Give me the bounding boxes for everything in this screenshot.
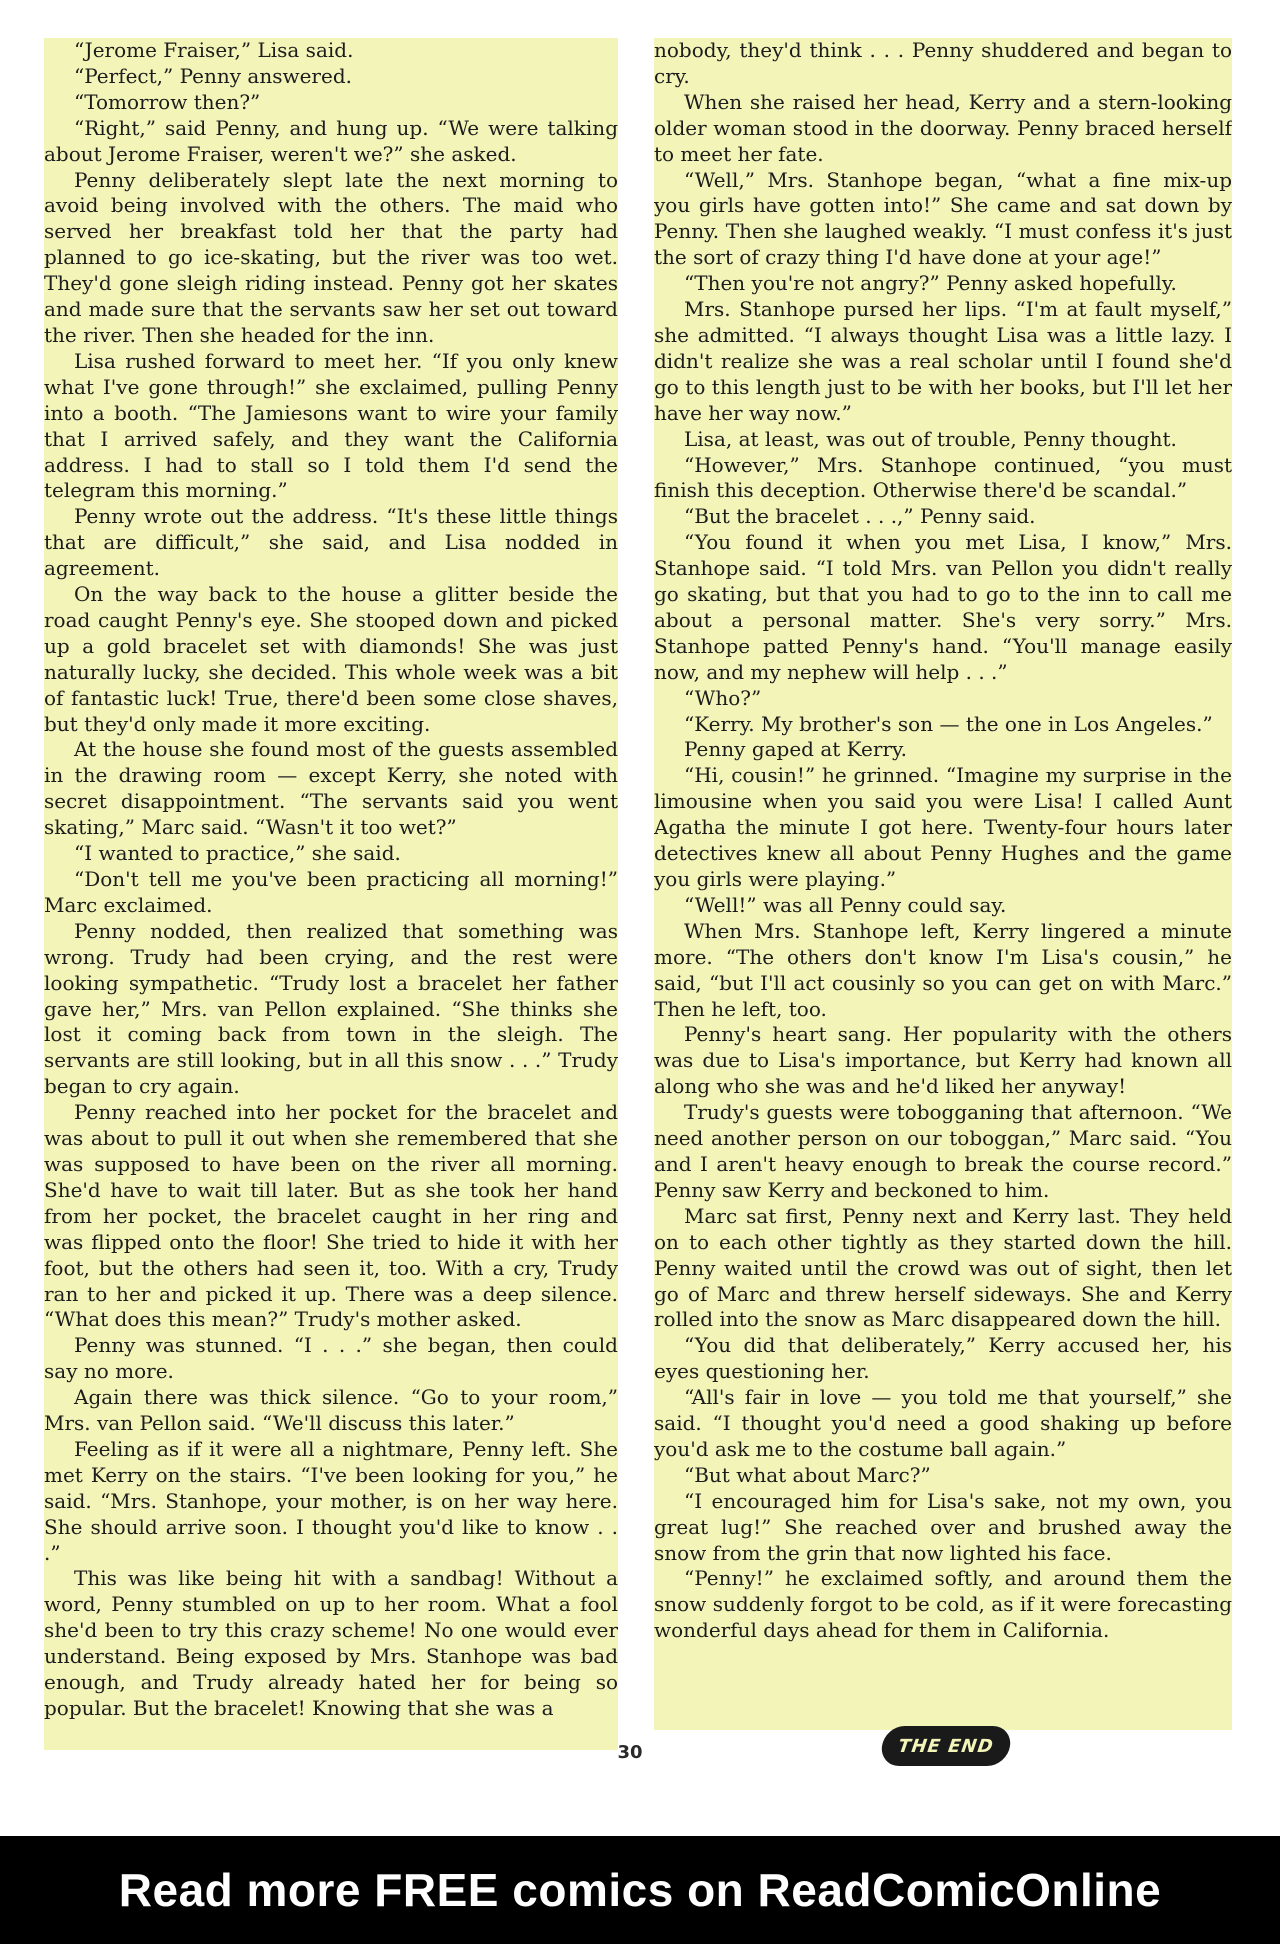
paragraph: Lisa rushed forward to meet her. “If you only knew what I've gone through!” she exclaimed, pulling Penny into a booth. “The Jamiesons want to wire your family that I arrived safely, and they want the California address. I had to stall so I told them I'd send the telegram this morning.” (44, 348, 618, 503)
paragraph: “I encouraged him for Lisa's sake, not my own, you great lug!” She reached over and brushed away the snow from the grin that now lighted his face. (654, 1488, 1232, 1565)
paragraph: This was like being hit with a sandbag! Without a word, Penny stumbled on up to her room. What a fool she'd been to try this crazy scheme! No one would ever understand. Being exposed by Mrs. Stanhope was bad enough, and Trudy already hated her for being so popular. But the bracelet! Knowing that she was a (44, 1566, 618, 1720)
paragraph: nobody, they'd think . . . Penny shuddered and began to cry. (654, 38, 1232, 88)
paragraph: “Don't tell me you've been practicing all morning!” Marc exclaimed. (44, 867, 618, 917)
paragraph: “You found it when you met Lisa, I know,” Mrs. Stanhope said. “I told Mrs. van Pellon you didn't really go skating, but that you had to go to the inn to call me about a personal matter. She's very sorry.” Mrs. Stanhope patted Penny's hand. “You'll manage easily now, and my nephew will help . . .” (654, 530, 1232, 684)
paragraph: “Then you're not angry?” Penny asked hopefully. (684, 271, 1177, 296)
paragraph: Penny was stunned. “I . . .” she began, then could say no more. (44, 1333, 618, 1384)
paragraph: Penny reached into her pocket for the bracelet and was about to pull it out when she remembered that she was supposed to have been on the river all morning. She'd have to wait till later. But as she took her hand from her pocket, the bracelet caught in her ring and was flipped onto the floor! She tried to hide it with her foot, but the others had seen it, too. With a cry, Trudy ran to her and picked it up. There was a deep silence. “What does this mean?” Trudy's mother asked. (44, 1100, 618, 1332)
paragraph: “Tomorrow then?” (74, 89, 261, 114)
paragraph: On the way back to the house a glitter beside the road caught Penny's eye. She stooped down and picked up a gold bracelet set with diamonds! She was just naturally lucky, she decided. This whole week was a bit of fantastic luck! True, there'd been some close shaves, but they'd only made it more exciting. (44, 582, 618, 736)
story-column-left (44, 38, 618, 1750)
paragraph: Lisa, at least, was out of trouble, Penny thought. (684, 426, 1177, 451)
the-end-badge: THE END (879, 1726, 1013, 1766)
paragraph: “Hi, cousin!” he grinned. “Imagine my surprise in the limousine when you said you were Lisa! I called Aunt Agatha the minute I got here. Twenty-four hours later detectives knew all about Penny Hughes and the game you girls were playing.” (654, 763, 1232, 891)
paragraph: “All's fair in love — you told me that yourself,” she said. “I thought you'd need a good shaking up before you'd ask me to the costume ball again.” (654, 1385, 1232, 1461)
paragraph: Mrs. Stanhope pursed her lips. “I'm at fault myself,” she admitted. “I always thought Lisa was a little lazy. I didn't realize she was a real scholar until I found she'd go to this length just to be with her books, but I'll let her have her way now.” (654, 297, 1232, 425)
story-column-right (654, 38, 1232, 1730)
paragraph: “However,” Mrs. Stanhope continued, “you must finish this deception. Otherwise there'd be scandal.” (654, 452, 1232, 503)
paragraph: Trudy's guests were tobogganing that afternoon. “We need another person on our toboggan,” Marc said. “You and I aren't heavy enough to break the course record.” Penny saw Kerry and beckoned to him. (654, 1100, 1232, 1202)
paragraph: At the house she found most of the guests assembled in the drawing room — except Kerry, she noted with secret disappointment. “The servants said you went skating,” Marc said. “Wasn't it too wet?” (44, 737, 618, 840)
paragraph: Penny nodded, then realized that something was wrong. Trudy had been crying, and the rest were looking sympathetic. “Trudy lost a bracelet her father gave her,” Mrs. van Pellon explained. “She thinks she lost it coming back from town in the sleigh. The servants are still looking, but in all this snow . . .” Trudy began to cry again. (44, 918, 618, 1099)
paragraph: When she raised her head, Kerry and a stern-looking older woman stood in the doorway. Penny braced herself to meet her fate. (654, 89, 1232, 166)
paragraph: “I wanted to practice,” she said. (74, 841, 401, 866)
paragraph: “You did that deliberately,” Kerry accused her, his eyes questioning her. (654, 1333, 1232, 1384)
paragraph: “Well!” was all Penny could say. (684, 892, 1007, 917)
paragraph: “Well,” Mrs. Stanhope began, “what a fine mix-up you girls have gotten into!” She came and sat down by Penny. Then she laughed weakly. “I must confess it's just the sort of crazy thing I'd have done at your age!” (654, 167, 1232, 270)
paragraph: Penny deliberately slept late the next morning to avoid being involved with the others. The maid who served her breakfast told her that the party had planned to go ice-skating, but the river was too wet. They'd gone sleigh riding instead. Penny got her skates and made sure that the servants saw her set out toward the river. Then she headed for the inn. (44, 167, 618, 347)
paragraph: “But what about Marc?” (684, 1462, 931, 1487)
paragraph: Penny gaped at Kerry. (684, 737, 908, 762)
paragraph: Penny's heart sang. Her popularity with the others was due to Lisa's importance, but Kerry had known all along who she was and he'd liked her anyway! (654, 1022, 1232, 1099)
paragraph: “Right,” said Penny, and hung up. “We were talking about Jerome Fraiser, weren't we?” she asked. (44, 115, 618, 166)
paragraph: Again there was thick silence. “Go to your room,” Mrs. van Pellon said. “We'll discuss this later.” (44, 1385, 618, 1436)
paragraph: “Kerry. My brother's son — the one in Los Angeles.” (684, 711, 1213, 736)
paragraph: Penny wrote out the address. “It's these little things that are difficult,” she said, and Lisa nodded in agreement. (44, 504, 618, 581)
paragraph: “Penny!” he exclaimed softly, and around them the snow suddenly forgot to be cold, as if it were forecasting wonderful days ahead for them in California. (654, 1566, 1232, 1643)
promo-banner[interactable]: Read more FREE comics on ReadComicOnline (0, 1836, 1280, 1944)
paragraph: “Jerome Fraiser,” Lisa said. (74, 38, 354, 62)
paragraph: Marc sat first, Penny next and Kerry last. They held on to each other tightly as they started down the hill. Penny waited until the crowd was out of sight, then let go of Marc and threw herself sideways. She and Kerry rolled into the snow as Marc disappeared down the hill. (654, 1203, 1232, 1332)
paragraph: Feeling as if it were all a nightmare, Penny left. She met Kerry on the stairs. “I've been looking for you,” he said. “Mrs. Stanhope, your mother, is on her way here. She should arrive soon. I thought you'd like to know . . .” (44, 1436, 618, 1565)
paragraph: When Mrs. Stanhope left, Kerry lingered a minute more. “The others don't know I'm Lisa's cousin,” he said, “but I'll act cousinly so you can get on with Marc.” Then he left, too. (654, 918, 1232, 1021)
paragraph: “But the bracelet . . .,” Penny said. (684, 504, 1036, 529)
paragraph: “Perfect,” Penny answered. (74, 63, 352, 88)
paragraph: “Who?” (684, 685, 762, 710)
page-number: 30 (617, 1742, 643, 1763)
